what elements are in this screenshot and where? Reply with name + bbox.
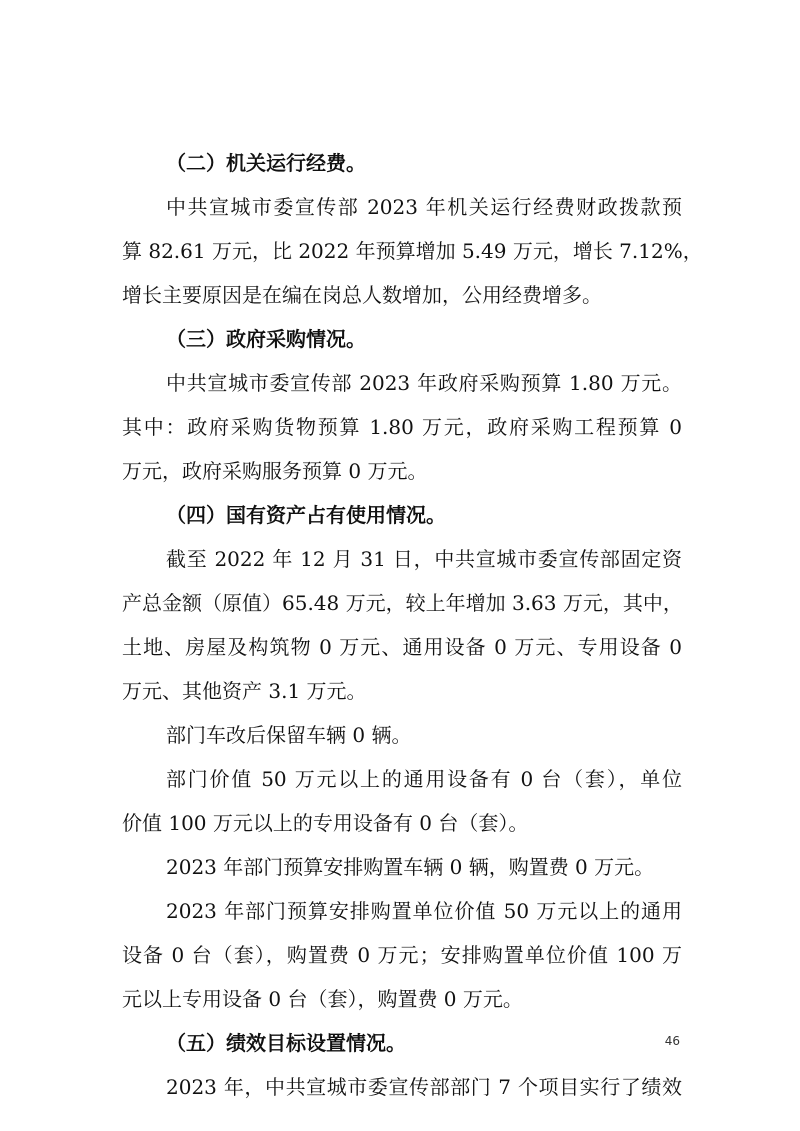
paragraph-line: 产总金额（原值）65.48 万元，较上年增加 3.63 万元，其中， xyxy=(122,591,683,615)
document-page xyxy=(122,141,703,1109)
paragraph-line: 土地、房屋及构筑物 0 万元、通用设备 0 万元、专用设备 0 xyxy=(122,635,682,659)
paragraph-line: 中共宣城市委宣传部 2023 年政府采购预算 1.80 万元。 xyxy=(166,371,682,395)
paragraph-line: 元以上专用设备 0 台（套），购置费 0 万元。 xyxy=(122,987,523,1011)
paragraph-line: 2023 年部门预算安排购置单位价值 50 万元以上的通用 xyxy=(166,899,682,923)
paragraph-line: 部门车改后保留车辆 0 辆。 xyxy=(166,723,412,747)
paragraph-line: 万元、其他资产 3.1 万元。 xyxy=(122,679,367,703)
section-heading-3: （三）政府采购情况。 xyxy=(166,327,366,351)
paragraph-line: 中共宣城市委宣传部 2023 年机关运行经费财政拨款预 xyxy=(166,195,682,219)
paragraph-line: 价值 100 万元以上的专用设备有 0 台（套）。 xyxy=(122,811,529,835)
paragraph-line: 设备 0 台（套），购置费 0 万元；安排购置单位价值 100 万 xyxy=(122,943,682,967)
page-number: 46 xyxy=(664,1034,680,1048)
section-heading-2: （二）机关运行经费。 xyxy=(166,151,366,175)
section-heading-4: （四）国有资产占有使用情况。 xyxy=(166,503,446,527)
paragraph-line: 算 82.61 万元，比 2022 年预算增加 5.49 万元，增长 7.12%， xyxy=(122,239,703,263)
paragraph-line: 增长主要原因是在编在岗总人数增加，公用经费增多。 xyxy=(122,283,602,307)
paragraph-line: 万元，政府采购服务预算 0 万元。 xyxy=(122,459,428,483)
paragraph-line: 截至 2022 年 12 月 31 日，中共宣城市委宣传部固定资 xyxy=(166,547,682,571)
paragraph-line: 部门价值 50 万元以上的通用设备有 0 台（套），单位 xyxy=(166,767,682,791)
paragraph-line: 2023 年部门预算安排购置车辆 0 辆，购置费 0 万元。 xyxy=(166,855,655,879)
paragraph-line: 2023 年，中共宣城市委宣传部部门 7 个项目实行了绩效 xyxy=(166,1075,682,1099)
paragraph-line: 其中：政府采购货物预算 1.80 万元，政府采购工程预算 0 xyxy=(122,415,682,439)
section-heading-5: （五）绩效目标设置情况。 xyxy=(166,1031,406,1055)
